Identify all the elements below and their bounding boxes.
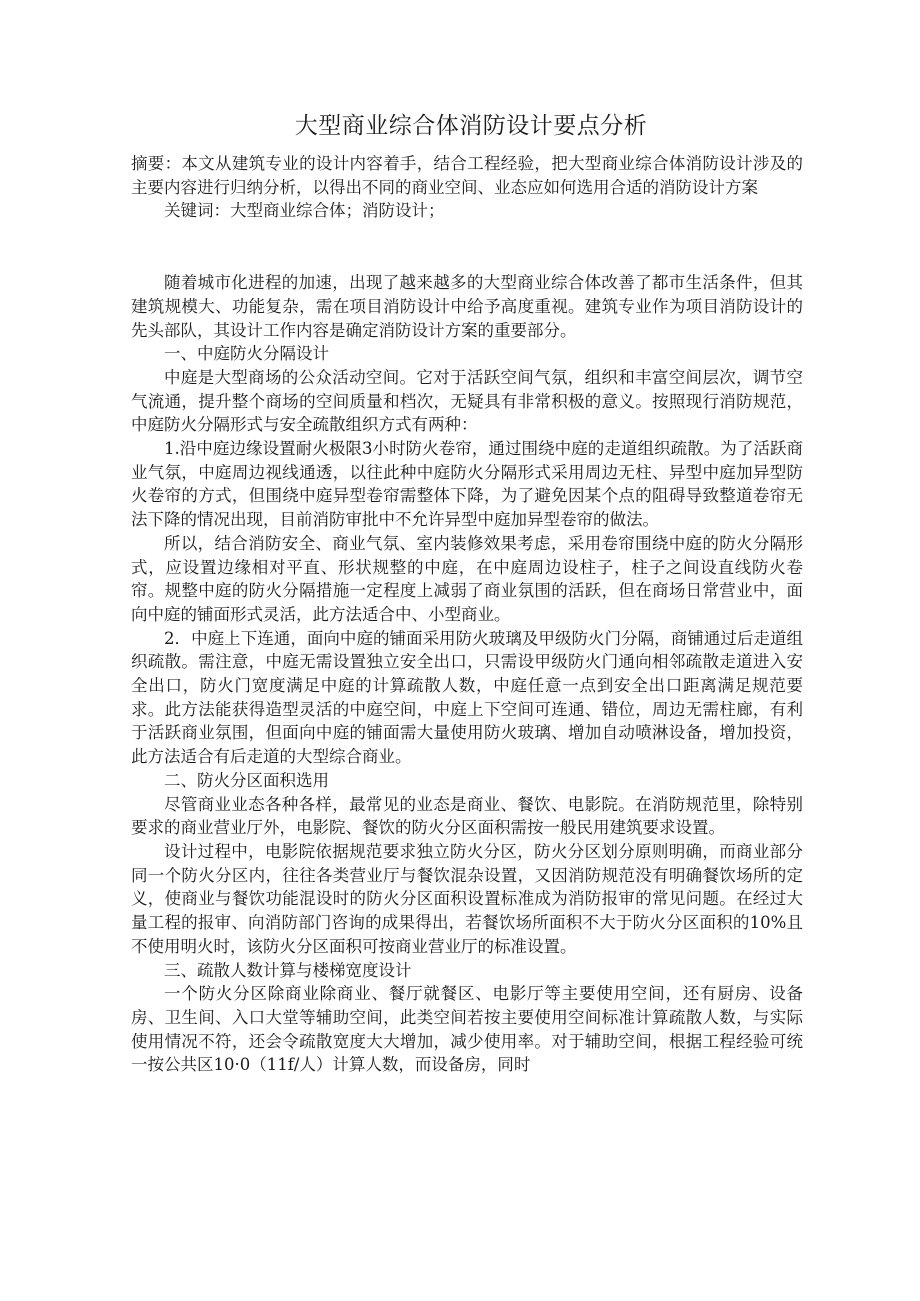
section-1-paragraph-1: 中庭是大型商场的公众活动空间。它对于活跃空间气氛，组织和丰富空间层次，调节空气流通，提升整个商场的空间质量和档次，无疑具有非常积极的意义。按照现行消防规范，中庭防火分隔形式与安全疏散组织方式有两种： [131,367,803,435]
section-2-heading: 二、防火分区面积选用 [164,770,329,790]
section-2-paragraph-2: 设计过程中，电影院依据规范要求独立防火分区，防火分区划分原则明确，而商业部分同一个防火分区内，往往各类营业厅与餐饮混杂设置，又因消防规范没有明确餐饮场所的定义，使商业与餐饮功能混设时的防火分区面积设置标准成为消防报审的常见问题。在经过大量工程的报审、向消防部门咨询的成果得出，若餐饮场所面积不大于防火分区面积的10%且不使用明火时，该防火分区面积可按商业营业厅的标准设置。 [131,841,803,956]
section-1-paragraph-2: 1.沿中庭边缘设置耐火极限3小时防火卷帘，通过围绕中庭的走道组织疏散。为了活跃商业气氛，中庭周边视线通透，以往此种中庭防火分隔形式采用周边无柱、异型中庭加异型防火卷帘的方式，但围绕中庭异型卷帘需整体下降，为了避免因某个点的阻碍导致整道卷帘无法下降的情况出现，目前消防审批中不允许异型中庭加异型卷帘的做法。 [131,439,803,530]
section-1-paragraph-4: 2．中庭上下连通，面向中庭的铺面采用防火玻璃及甲级防火门分隔，商铺通过后走道组织疏散。需注意，中庭无需设置独立安全出口，只需设甲级防火门通向相邻疏散走道进入安全出口，防火门宽度满足中庭的计算疏散人数，中庭任意一点到安全出口距离满足规范要求。此方法能获得造型灵活的中庭空间，中庭上下空间可连通、错位，周边无需柱廊，有利于活跃商业氛围，但面向中庭的铺面需大量使用防火玻璃、增加自动喷淋设备，增加投资，此方法适合有后走道的大型综合商业。 [131,628,803,767]
section-1-paragraph-3: 所以，结合消防安全、商业气氛、室内装修效果考虑，采用卷帘围绕中庭的防火分隔形式，应设置边缘相对平直、形状规整的中庭，在中庭周边设柱子，柱子之间设直线防火卷帘。规整中庭的防火分隔措施一定程度上减弱了商业氛围的活跃，但在商场日常营业中，面向中庭的铺面形式灵活，此方法适合中、小型商业。 [131,533,803,624]
document-title: 大型商业综合体消防设计要点分析 [294,113,648,139]
intro-paragraph: 随着城市化进程的加速，出现了越来越多的大型商业综合体改善了都市生活条件，但其建筑规模大、功能复杂，需在项目消防设计中给予高度重视。建筑专业作为项目消防设计的先头部队，其设计工作内容是确定消防设计方案的重要部分。 [131,273,803,340]
keywords: 关键词：大型商业综合体；消防设计； [164,201,445,221]
section-spacer [131,223,803,271]
abstract: 摘要：本文从建筑专业的设计内容着手，结合工程经验，把大型商业综合体消防设计涉及的主要内容进行归纳分析，以得出不同的商业空间、业态应如何选用合适的消防设计方案 [131,154,803,197]
section-1-heading: 一、中庭防火分隔设计 [164,344,329,364]
document-page [131,106,803,1077]
section-3-heading: 三、疏散人数计算与楼梯宽度设计 [164,960,412,980]
section-3-paragraph-1: 一个防火分区除商业除商业、餐厅就餐区、电影厅等主要使用空间，还有厨房、设备房、卫生间、入口大堂等辅助空间，此类空间若按主要使用空间标准计算疏散人数，与实际使用情况不符，还会令疏散宽度大大增加，减少使用率。对于辅助空间，根据工程经验可统一按公共区10·0（11f/人）计算人数，而设备房，同时 [131,984,803,1075]
section-2-paragraph-1: 尽管商业业态各种各样，最常见的业态是商业、餐饮、电影院。在消防规范里，除特别要求的商业营业厅外，电影院、餐饮的防火分区面积需按一般民用建筑要求设置。 [131,794,803,838]
